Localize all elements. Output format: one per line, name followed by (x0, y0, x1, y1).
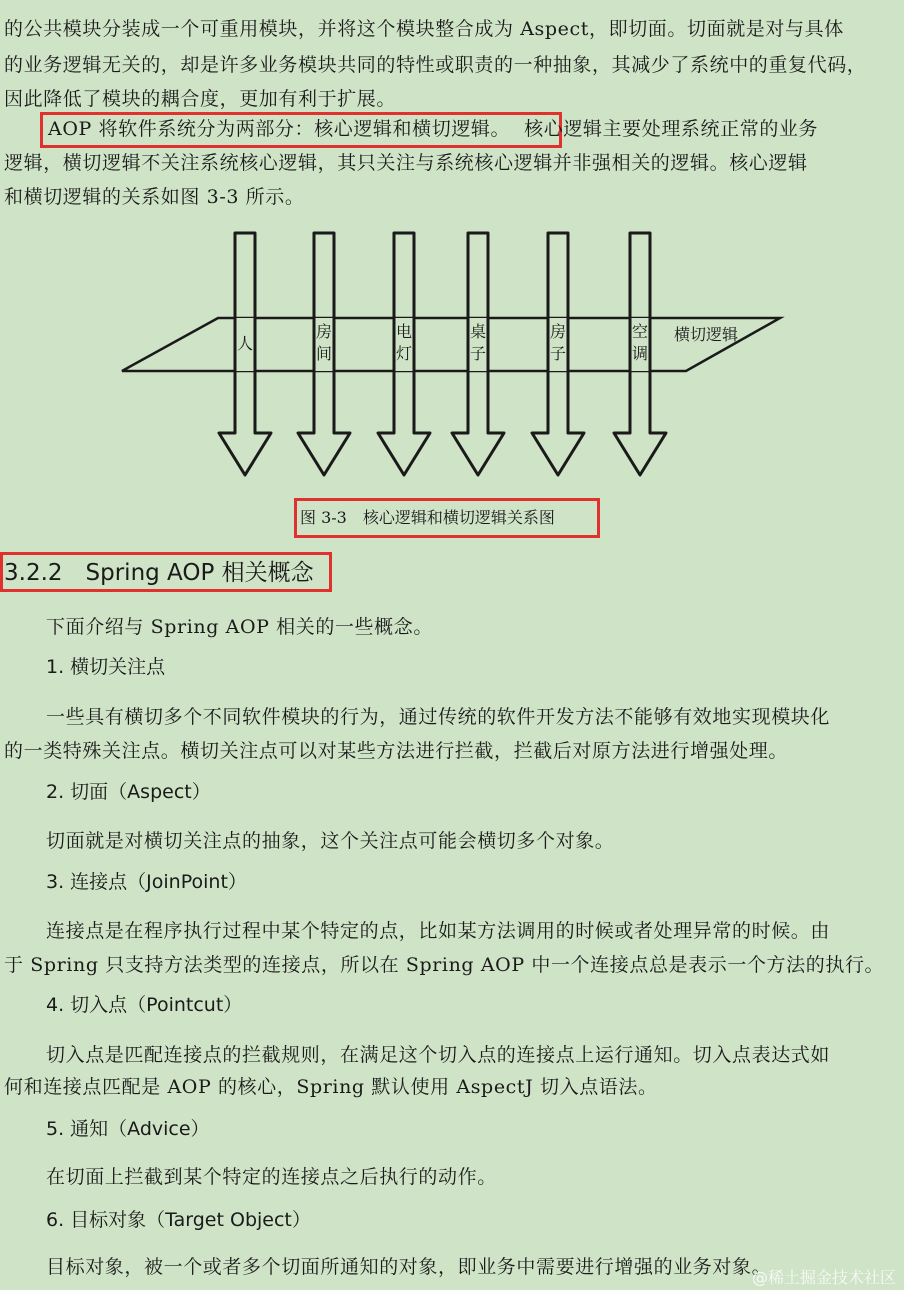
concept-title: 5. 通知（Advice） (46, 1118, 210, 1140)
concept-title: 2. 切面（Aspect） (46, 781, 211, 803)
arrow-label: 房间 (315, 322, 333, 363)
concept-text: 的一类特殊关注点。横切关注点可以对某些方法进行拦截，拦截后对原方法进行增强处理。 (4, 740, 789, 762)
concept-text: 连接点是在程序执行过程中某个特定的点，比如某方法调用的时候或者处理异常的时候。由 (46, 920, 831, 942)
concept-title: 6. 目标对象（Target Object） (46, 1209, 311, 1231)
concept-title: 1. 横切关注点 (46, 656, 166, 678)
concept-text: 于 Spring 只支持方法类型的连接点，所以在 Spring AOP 中一个连接点总是表示一个方法的执行。 (4, 954, 885, 976)
concept-text: 在切面上拦截到某个特定的连接点之后执行的动作。 (46, 1166, 497, 1188)
section-intro: 下面介绍与 Spring AOP 相关的一些概念。 (46, 616, 433, 638)
concept-text: 目标对象，被一个或者多个切面所通知的对象，即业务中需要进行增强的业务对象。 (46, 1256, 772, 1278)
concept-text: 切入点是匹配连接点的拦截规则，在满足这个切入点的连接点上运行通知。切入点表达式如 (46, 1044, 831, 1066)
highlight-text: AOP 将软件系统分为两部分：核心逻辑和横切逻辑。 (48, 118, 511, 140)
arrow-label: 人 (236, 334, 254, 353)
arrow-label: 桌子 (469, 322, 487, 363)
watermark: @稀土掘金技术社区 (751, 1268, 896, 1287)
body-text-line: 逻辑，横切逻辑不关注系统核心逻辑，其只关注与系统核心逻辑并非强相关的逻辑。核心逻辑 (4, 152, 808, 174)
concept-title: 4. 切入点（Pointcut） (46, 994, 243, 1016)
concept-text: 何和连接点匹配是 AOP 的核心，Spring 默认使用 AspectJ 切入点语法。 (4, 1076, 658, 1098)
arrow-label: 电灯 (395, 322, 413, 363)
highlight-rest-text: 核心逻辑主要处理系统正常的业务 (524, 118, 819, 140)
concept-text: 一些具有横切多个不同软件模块的行为，通过传统的软件开发方法不能够有效地实现模块化 (46, 706, 831, 728)
arrow-label: 空调 (631, 322, 649, 363)
concept-title: 3. 连接点（JoinPoint） (46, 871, 247, 893)
section-title: 3.2.2 Spring AOP 相关概念 (4, 560, 314, 586)
concept-text: 切面就是对横切关注点的抽象，这个关注点可能会横切多个对象。 (46, 830, 615, 852)
arrow-label: 房子 (549, 322, 567, 363)
body-text-line: 和横切逻辑的关系如图 3-3 所示。 (4, 186, 305, 208)
body-text-line: 的业务逻辑无关的，却是许多业务模块共同的特性或职责的一种抽象，其减少了系统中的重复代码， (4, 54, 867, 76)
highlighted-sentence (48, 114, 900, 144)
body-text-line: 因此降低了模块的耦合度，更加有利于扩展。 (4, 88, 397, 110)
figure-caption: 图 3-3 核心逻辑和横切逻辑关系图 (300, 508, 555, 527)
core-crosscut-diagram (0, 225, 904, 485)
plane-label: 横切逻辑 (673, 325, 739, 344)
body-text-line: 的公共模块分装成一个可重用模块，并将这个模块整合成为 Aspect，即切面。切面就是对与具体 (4, 18, 844, 40)
